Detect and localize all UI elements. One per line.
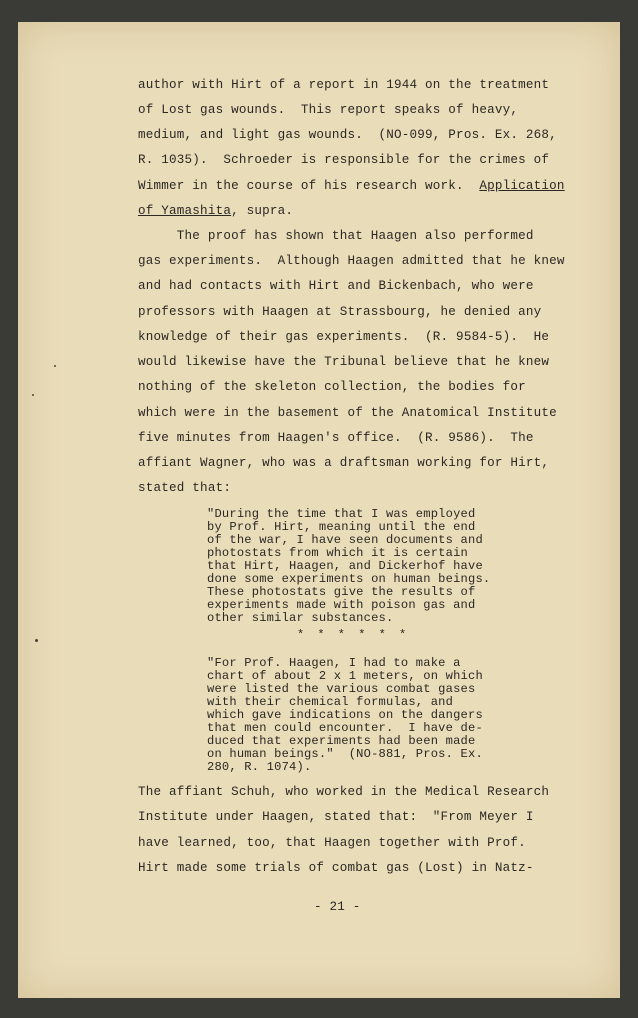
paragraph-1-line-2: of Lost gas wounds. This report speaks of heavy, <box>138 103 519 117</box>
quote-2-line: chart of about 2 x 1 meters, on which <box>207 669 483 683</box>
paragraph-2-line-2: gas experiments. Although Haagen admitted that he knew <box>138 254 565 268</box>
quote-1-line: by Prof. Hirt, meaning until the end <box>207 520 476 534</box>
quote-2-line: 280, R. 1074). <box>207 760 312 774</box>
quote-1-line: experiments made with poison gas and <box>207 598 476 612</box>
paragraph-1-line-4: R. 1035). Schroeder is responsible for the crimes of <box>138 153 550 167</box>
paragraph-3-line-4: Hirt made some trials of combat gas (Lost) in Natz- <box>138 861 534 875</box>
scan-speck <box>54 365 56 367</box>
paragraph-1-line-5 <box>138 179 565 193</box>
paragraph-2-line-10: affiant Wagner, who was a draftsman working for Hirt, <box>138 456 550 470</box>
paragraph-2-line-11: stated that: <box>138 481 232 495</box>
quote-2-line: which gave indications on the dangers <box>207 708 483 722</box>
quote-1-line: other similar substances. <box>207 611 394 625</box>
paragraph-3-line-1: The affiant Schuh, who worked in the Medical Research <box>138 785 550 799</box>
scan-speck <box>35 639 38 642</box>
paragraph-2-line-4: professors with Haagen at Strassbourg, he denied any <box>138 305 542 319</box>
section-separator: * * * * * * <box>297 628 410 642</box>
paragraph-3-line-3: have learned, too, that Haagen together with Prof. <box>138 836 526 850</box>
page-number: - 21 - <box>314 900 361 914</box>
paragraph-1-line-3: medium, and light gas wounds. (NO-099, Pros. Ex. 268, <box>138 128 557 142</box>
paragraph-2-line-5: knowledge of their gas experiments. (R. 9584-5). He <box>138 330 550 344</box>
quote-2-line: were listed the various combat gases <box>207 682 476 696</box>
paragraph-2-line-7: nothing of the skeleton collection, the bodies for <box>138 380 526 394</box>
quote-1-line: that Hirt, Haagen, and Dickerhof have <box>207 559 483 573</box>
quote-1-line: photostats from which it is certain <box>207 546 469 560</box>
quote-2-line: on human beings." (NO-881, Pros. Ex. <box>207 747 483 761</box>
case-citation-part-1: Application <box>479 179 565 193</box>
document-page <box>18 22 620 998</box>
paragraph-3-line-2: Institute under Haagen, stated that: "From Meyer I <box>138 810 534 824</box>
paragraph-1-line-5-text: Wimmer in the course of his research work. <box>138 179 480 193</box>
paragraph-2-line-9: five minutes from Haagen's office. (R. 9586). The <box>138 431 534 445</box>
quote-2-line: with their chemical formulas, and <box>207 695 454 709</box>
paragraph-2-line-8: which were in the basement of the Anatomical Institute <box>138 406 557 420</box>
quote-1-line: "During the time that I was employed <box>207 507 476 521</box>
quote-1-line: done some experiments on human beings. <box>207 572 491 586</box>
quote-1-line: These photostats give the results of <box>207 585 476 599</box>
quote-2-line: that men could encounter. I have de- <box>207 721 483 735</box>
quote-1-line: of the war, I have seen documents and <box>207 533 483 547</box>
scan-speck <box>32 394 34 396</box>
paragraph-1-line-6-text: , supra. <box>231 204 294 218</box>
paragraph-1-line-6 <box>138 204 293 218</box>
paragraph-2-line-1: The proof has shown that Haagen also performed <box>138 229 534 243</box>
paragraph-2-line-6: would likewise have the Tribunal believe that he knew <box>138 355 550 369</box>
case-citation-part-2: of Yamashita <box>138 204 232 218</box>
quote-2-line: "For Prof. Haagen, I had to make a <box>207 656 461 670</box>
paragraph-2-line-3: and had contacts with Hirt and Bickenbach, who were <box>138 279 534 293</box>
paragraph-1-line-1: author with Hirt of a report in 1944 on the treatment <box>138 78 550 92</box>
quote-2-line: duced that experiments had been made <box>207 734 476 748</box>
